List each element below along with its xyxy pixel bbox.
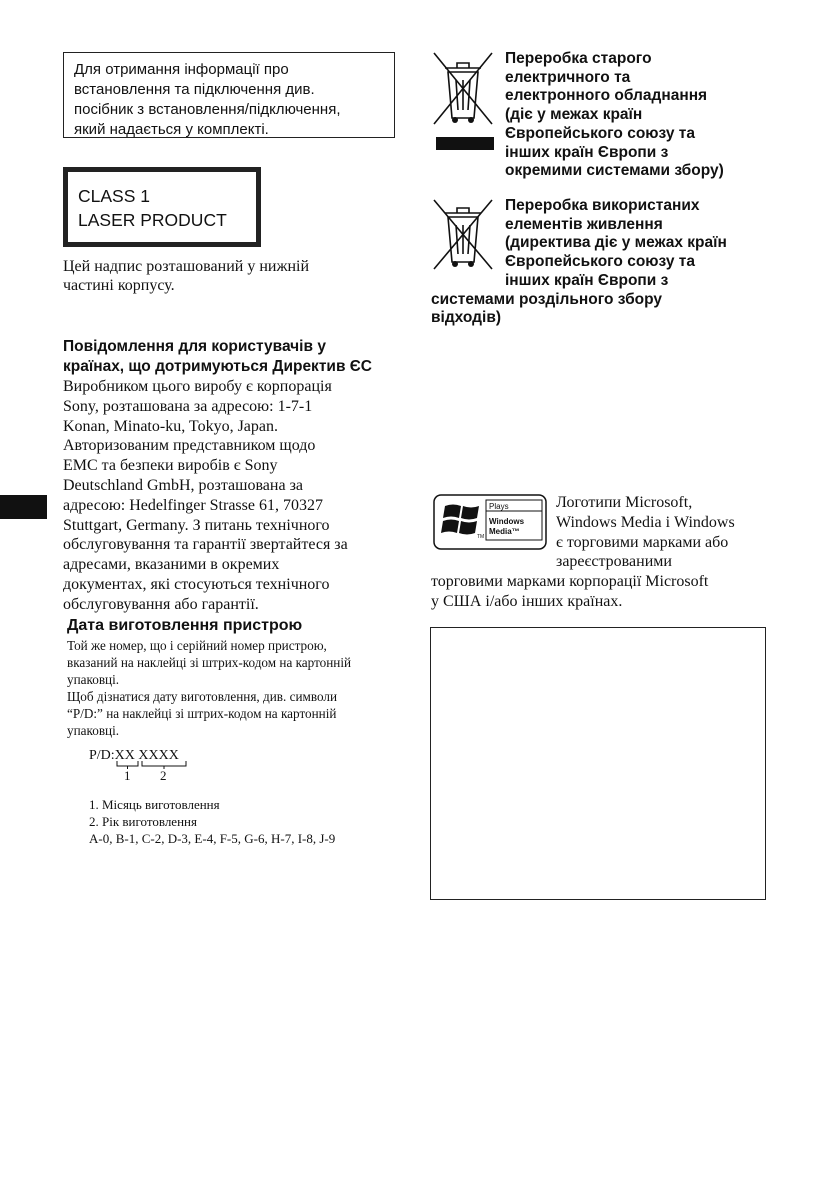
legend-line: 1. Місяць виготовлення — [89, 797, 220, 812]
text-line: Windows Media і Windows — [556, 513, 735, 531]
title-line: інших країн Європи з — [505, 271, 669, 289]
title-line: Європейського союзу та — [505, 124, 695, 142]
body-line: обслуговування або гарантії. — [63, 595, 259, 613]
body-line: обслуговування та гарантії звертайтеся за — [63, 536, 348, 554]
body-line: Виробником цього виробу є корпорація — [63, 378, 332, 395]
caption-line: частині корпусу. — [63, 277, 175, 294]
install-line: посібник з встановлення/підключення, — [74, 101, 341, 118]
title-line: (діє у межах країн — [505, 106, 643, 124]
marker-2: 2 — [160, 768, 167, 783]
logo-windows-text: Windows — [489, 517, 525, 526]
body-line: EMC та безпеки виробів є Sony — [63, 457, 278, 475]
logo-plays-text: Plays — [489, 502, 509, 511]
legend-line: 2. Рік виготовлення — [89, 814, 197, 829]
install-line: встановлення та підключення див. — [74, 81, 315, 98]
body-line: Konan, Minato-ku, Tokyo, Japan. — [63, 417, 278, 435]
pd-code-text: P/D:XX XXXX — [89, 748, 179, 763]
body-line: упаковці. — [67, 723, 120, 739]
title-line: Переробка старого — [505, 50, 652, 67]
body-line: документах, які стосуються технічного — [63, 575, 330, 593]
laser-product-text: LASER PRODUCT — [78, 210, 227, 230]
heading-line: країнах, що дотримуються Директив ЄС — [63, 358, 372, 375]
laser-class-text: CLASS 1 — [78, 186, 150, 206]
battery-title — [431, 197, 727, 328]
body-line: вказаний на наклейці зі штрих-кодом на картонній — [67, 655, 352, 671]
laser-product-label — [63, 167, 261, 247]
title-line: інших країн Європи з — [505, 143, 669, 161]
title-line: електронного обладнання — [505, 87, 708, 105]
title-line: відходів) — [431, 309, 502, 327]
text-line: торговими марками корпорації Microsoft — [431, 573, 709, 591]
text-line: зареєстрованими — [556, 553, 672, 571]
body-line: адресами, вказаними в окремих — [63, 556, 280, 574]
body-line: Deutschland GmbH, розташована за — [63, 476, 303, 494]
legend-line: A-0, B-1, C-2, D-3, E-4, F-5, G-6, H-7, I-8, J-9 — [89, 831, 336, 846]
page-side-tab — [0, 495, 47, 519]
pd-legend — [89, 796, 335, 847]
marker-1: 1 — [124, 768, 131, 783]
body-line: упаковці. — [67, 672, 120, 688]
pd-bracket-marks — [89, 747, 209, 769]
laser-caption — [63, 257, 309, 295]
manufacture-date-heading: Дата виготовлення пристрою — [67, 617, 303, 634]
title-line: Переробка використаних — [505, 197, 700, 214]
title-line: елементів живлення — [505, 215, 663, 233]
pd-code-figure — [89, 747, 209, 787]
crossed-bin-icon — [431, 50, 495, 128]
heading-line: Повідомлення для користувачів у — [63, 338, 326, 355]
title-line: системами роздільного збору — [431, 290, 663, 308]
text-line: Логотипи Microsoft, — [556, 494, 693, 511]
install-line: який надається у комплекті. — [74, 121, 269, 138]
weee-title — [505, 50, 724, 181]
eu-notice-heading — [63, 337, 372, 377]
body-line: Щоб дізнатися дату виготовлення, див. символи — [67, 689, 338, 705]
caption-line: Цей надпис розташований у нижній — [63, 258, 310, 275]
body-line: “P/D:” на наклейці зі штрих-кодом на картонній — [67, 706, 337, 722]
installation-info-box — [63, 52, 395, 138]
title-line: Європейського союзу та — [505, 253, 695, 271]
title-line: окремими системами збору) — [505, 162, 724, 180]
body-line: Авторизованим представником щодо — [63, 437, 316, 455]
logo-tm-text: TM — [477, 534, 485, 540]
text-line: є торговими марками або — [556, 533, 729, 551]
body-line: Той же номер, що і серійний номер пристрою, — [67, 638, 327, 653]
weee-bar — [436, 137, 494, 150]
eu-notice-body — [63, 377, 398, 615]
body-line: Sony, розташована за адресою: 1-7-1 — [63, 397, 313, 415]
body-line: Stuttgart, Germany. З питань технічного — [63, 516, 330, 534]
manufacture-date-body — [67, 637, 402, 740]
title-line: електричного та — [505, 68, 631, 86]
title-line: (директива діє у межах країн — [505, 234, 727, 252]
logo-media-text: Media™ — [489, 527, 520, 536]
microsoft-trademark-text — [431, 493, 766, 612]
install-line: Для отримання інформації про — [74, 61, 289, 78]
empty-frame — [430, 627, 766, 900]
body-line: адресою: Hedelfinger Strasse 61, 70327 — [63, 496, 323, 514]
text-line: у США і/або інших країнах. — [431, 592, 623, 610]
